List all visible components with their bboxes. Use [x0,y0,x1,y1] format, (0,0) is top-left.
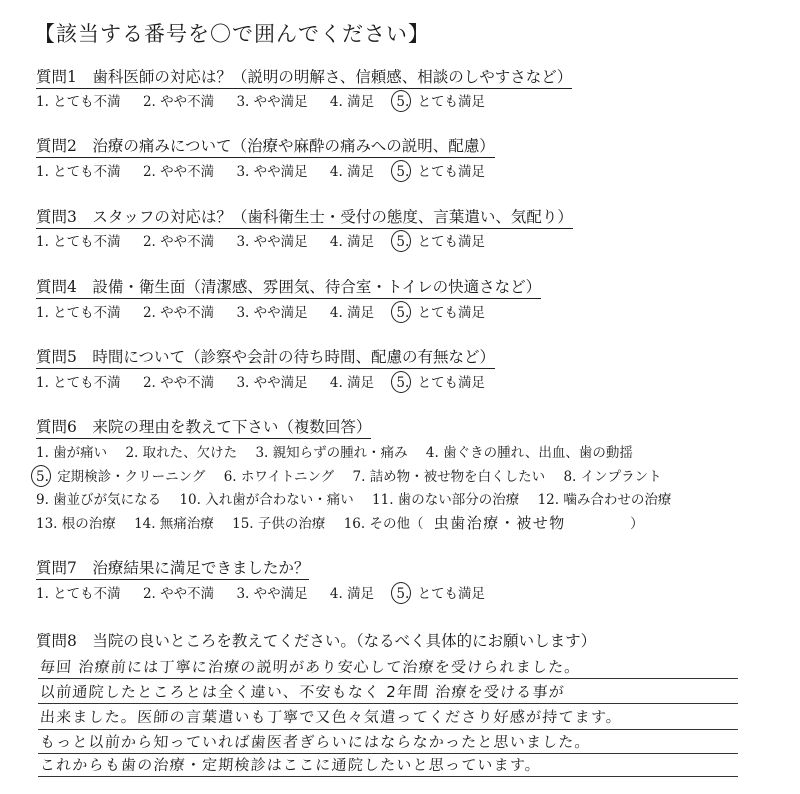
question-2-options [36,163,503,181]
option-1[interactable]: 1. とても不満 [36,305,121,321]
option-4[interactable]: 4. 満足 [329,305,375,321]
question-4-options [36,304,503,322]
page-title: 【該当する番号を〇で囲んでください】 [34,22,430,46]
selection-circle [31,465,51,487]
option-2[interactable]: 2. やや不満 [142,375,215,391]
option-3[interactable]: 3. やや満足 [236,375,308,391]
question-3-label: 質問3 スタッフの対応は？（歯科衛生士・受付の態度、言葉遣い、気配り） [36,207,573,229]
option-4[interactable]: 4. 満足 [329,164,375,180]
option-5-circled[interactable] [396,304,409,322]
option-5-number: 5. [396,164,410,180]
question-5-options [36,374,503,392]
option-5-number: 5. [396,375,410,391]
handwritten-answer-line-3: 出来ました。医師の言葉遣いも丁寧で又色々気遣ってくださり好感が持てます。 [39,708,623,726]
reason-4[interactable]: 4. 歯ぐきの腫れ、出血、歯の動揺 [425,445,633,461]
option-5-text: とても満足 [417,94,486,110]
answer-line [38,678,738,679]
option-5-circled[interactable] [396,233,409,251]
option-5-circled[interactable] [396,163,409,181]
reason-1[interactable]: 1. 歯が痛い [36,445,108,461]
reason-14[interactable]: 14. 無痛治療 [134,516,214,532]
question-8-label: 質問8 当院の良いところを教えてください。（なるべく具体的にお願いします） [36,632,597,650]
question-4-label: 質問4 設備・衛生面（清潔感、雰囲気、待合室・トイレの快適さなど） [36,277,541,299]
option-3[interactable]: 3. やや満足 [236,94,308,110]
option-3[interactable]: 3. やや満足 [236,586,308,602]
reason-10[interactable]: 10. 入れ歯が合わない・痛い [179,492,354,508]
reason-8[interactable]: 8. インプラント [563,469,662,485]
option-5-number: 5. [396,234,410,250]
reason-3[interactable]: 3. 親知らずの腫れ・痛み [255,445,408,461]
reason-5-number: 5. [36,469,49,485]
question-1-label: 質問1 歯科医師の対応は？（説明の明解さ、信頼感、相談のしやすさなど） [36,67,572,89]
option-3[interactable]: 3. やや満足 [236,305,308,321]
reason-7[interactable]: 7. 詰め物・被せ物を白くしたい [352,469,546,485]
question-7-label: 質問7 治療結果に満足できましたか？ [36,558,309,580]
reason-16[interactable]: 16. その他（ [343,516,424,532]
reason-6[interactable]: 6. ホワイトニング [223,469,335,485]
option-5-circled[interactable] [396,585,409,603]
option-5-number: 5. [396,94,410,110]
reason-11[interactable]: 11. 歯のない部分の治療 [372,492,520,508]
option-5-text: とても満足 [417,164,486,180]
option-2[interactable]: 2. やや不満 [142,305,215,321]
question-6-label: 質問6 来院の理由を教えて下さい（複数回答） [36,417,371,439]
option-5-text: とても満足 [417,375,486,391]
option-2[interactable]: 2. やや不満 [142,234,215,250]
question-6-row-1 [36,444,647,462]
option-5-number: 5. [396,586,410,602]
question-3-options [36,233,503,251]
option-2[interactable]: 2. やや不満 [142,586,215,602]
question-1-options [36,93,503,111]
option-5-circled[interactable] [396,93,409,111]
reason-5-circled[interactable] [36,468,49,486]
option-1[interactable]: 1. とても不満 [36,234,121,250]
handwritten-answer-line-5: これからも歯の治療・定期検診はここに通院したいと思っています。 [39,756,542,774]
option-1[interactable]: 1. とても不満 [36,375,121,391]
handwritten-answer-line-2: 以前通院したところとは全く違い、不安もなく 2年間 治療を受ける事が [39,683,566,701]
option-1[interactable]: 1. とても不満 [36,586,121,602]
handwritten-answer-line-4: もっと以前から知っていれば歯医者ぎらいにはならなかったと思いました。 [39,733,592,751]
answer-line [38,703,738,704]
question-5-label: 質問5 時間について（診察や会計の待ち時間、配慮の有無など） [36,347,495,369]
option-5-text: とても満足 [417,305,486,321]
option-5-number: 5. [396,305,410,321]
option-2[interactable]: 2. やや不満 [142,164,215,180]
option-3[interactable]: 3. やや満足 [236,164,308,180]
answer-line [38,776,738,777]
option-4[interactable]: 4. 満足 [329,94,375,110]
option-4[interactable]: 4. 満足 [329,234,375,250]
option-5-text: とても満足 [417,586,486,602]
reason-9[interactable]: 9. 歯並びが気になる [36,492,162,508]
reason-15[interactable]: 15. 子供の治療 [232,516,326,532]
close-paren: ） [630,516,644,532]
reason-2[interactable]: 2. 取れた、欠けた [125,445,238,461]
reason-13[interactable]: 13. 根の治療 [36,516,116,532]
option-5-text: とても満足 [417,234,486,250]
question-7-options [36,585,503,603]
answer-line [38,729,738,730]
option-5-circled[interactable] [396,374,409,392]
question-6-row-3 [36,491,685,509]
option-1[interactable]: 1. とても不満 [36,94,121,110]
option-4[interactable]: 4. 満足 [329,375,375,391]
option-4[interactable]: 4. 満足 [329,586,375,602]
other-handwritten-answer: 虫歯治療・被せ物 [433,514,566,532]
question-6-row-4 [36,514,658,533]
handwritten-answer-line-1: 毎回 治療前には丁寧に治療の説明があり安心して治療を受けられました。 [39,658,582,676]
option-3[interactable]: 3. やや満足 [236,234,308,250]
reason-5-text: 定期検診・クリーニング [57,469,206,485]
option-1[interactable]: 1. とても不満 [36,164,121,180]
reason-12[interactable]: 12. 噛み合わせの治療 [537,492,672,508]
question-2-label: 質問2 治療の痛みについて（治療や麻酔の痛みへの説明、配慮） [36,136,495,158]
option-2[interactable]: 2. やや不満 [142,94,215,110]
question-6-row-2 [36,468,676,486]
